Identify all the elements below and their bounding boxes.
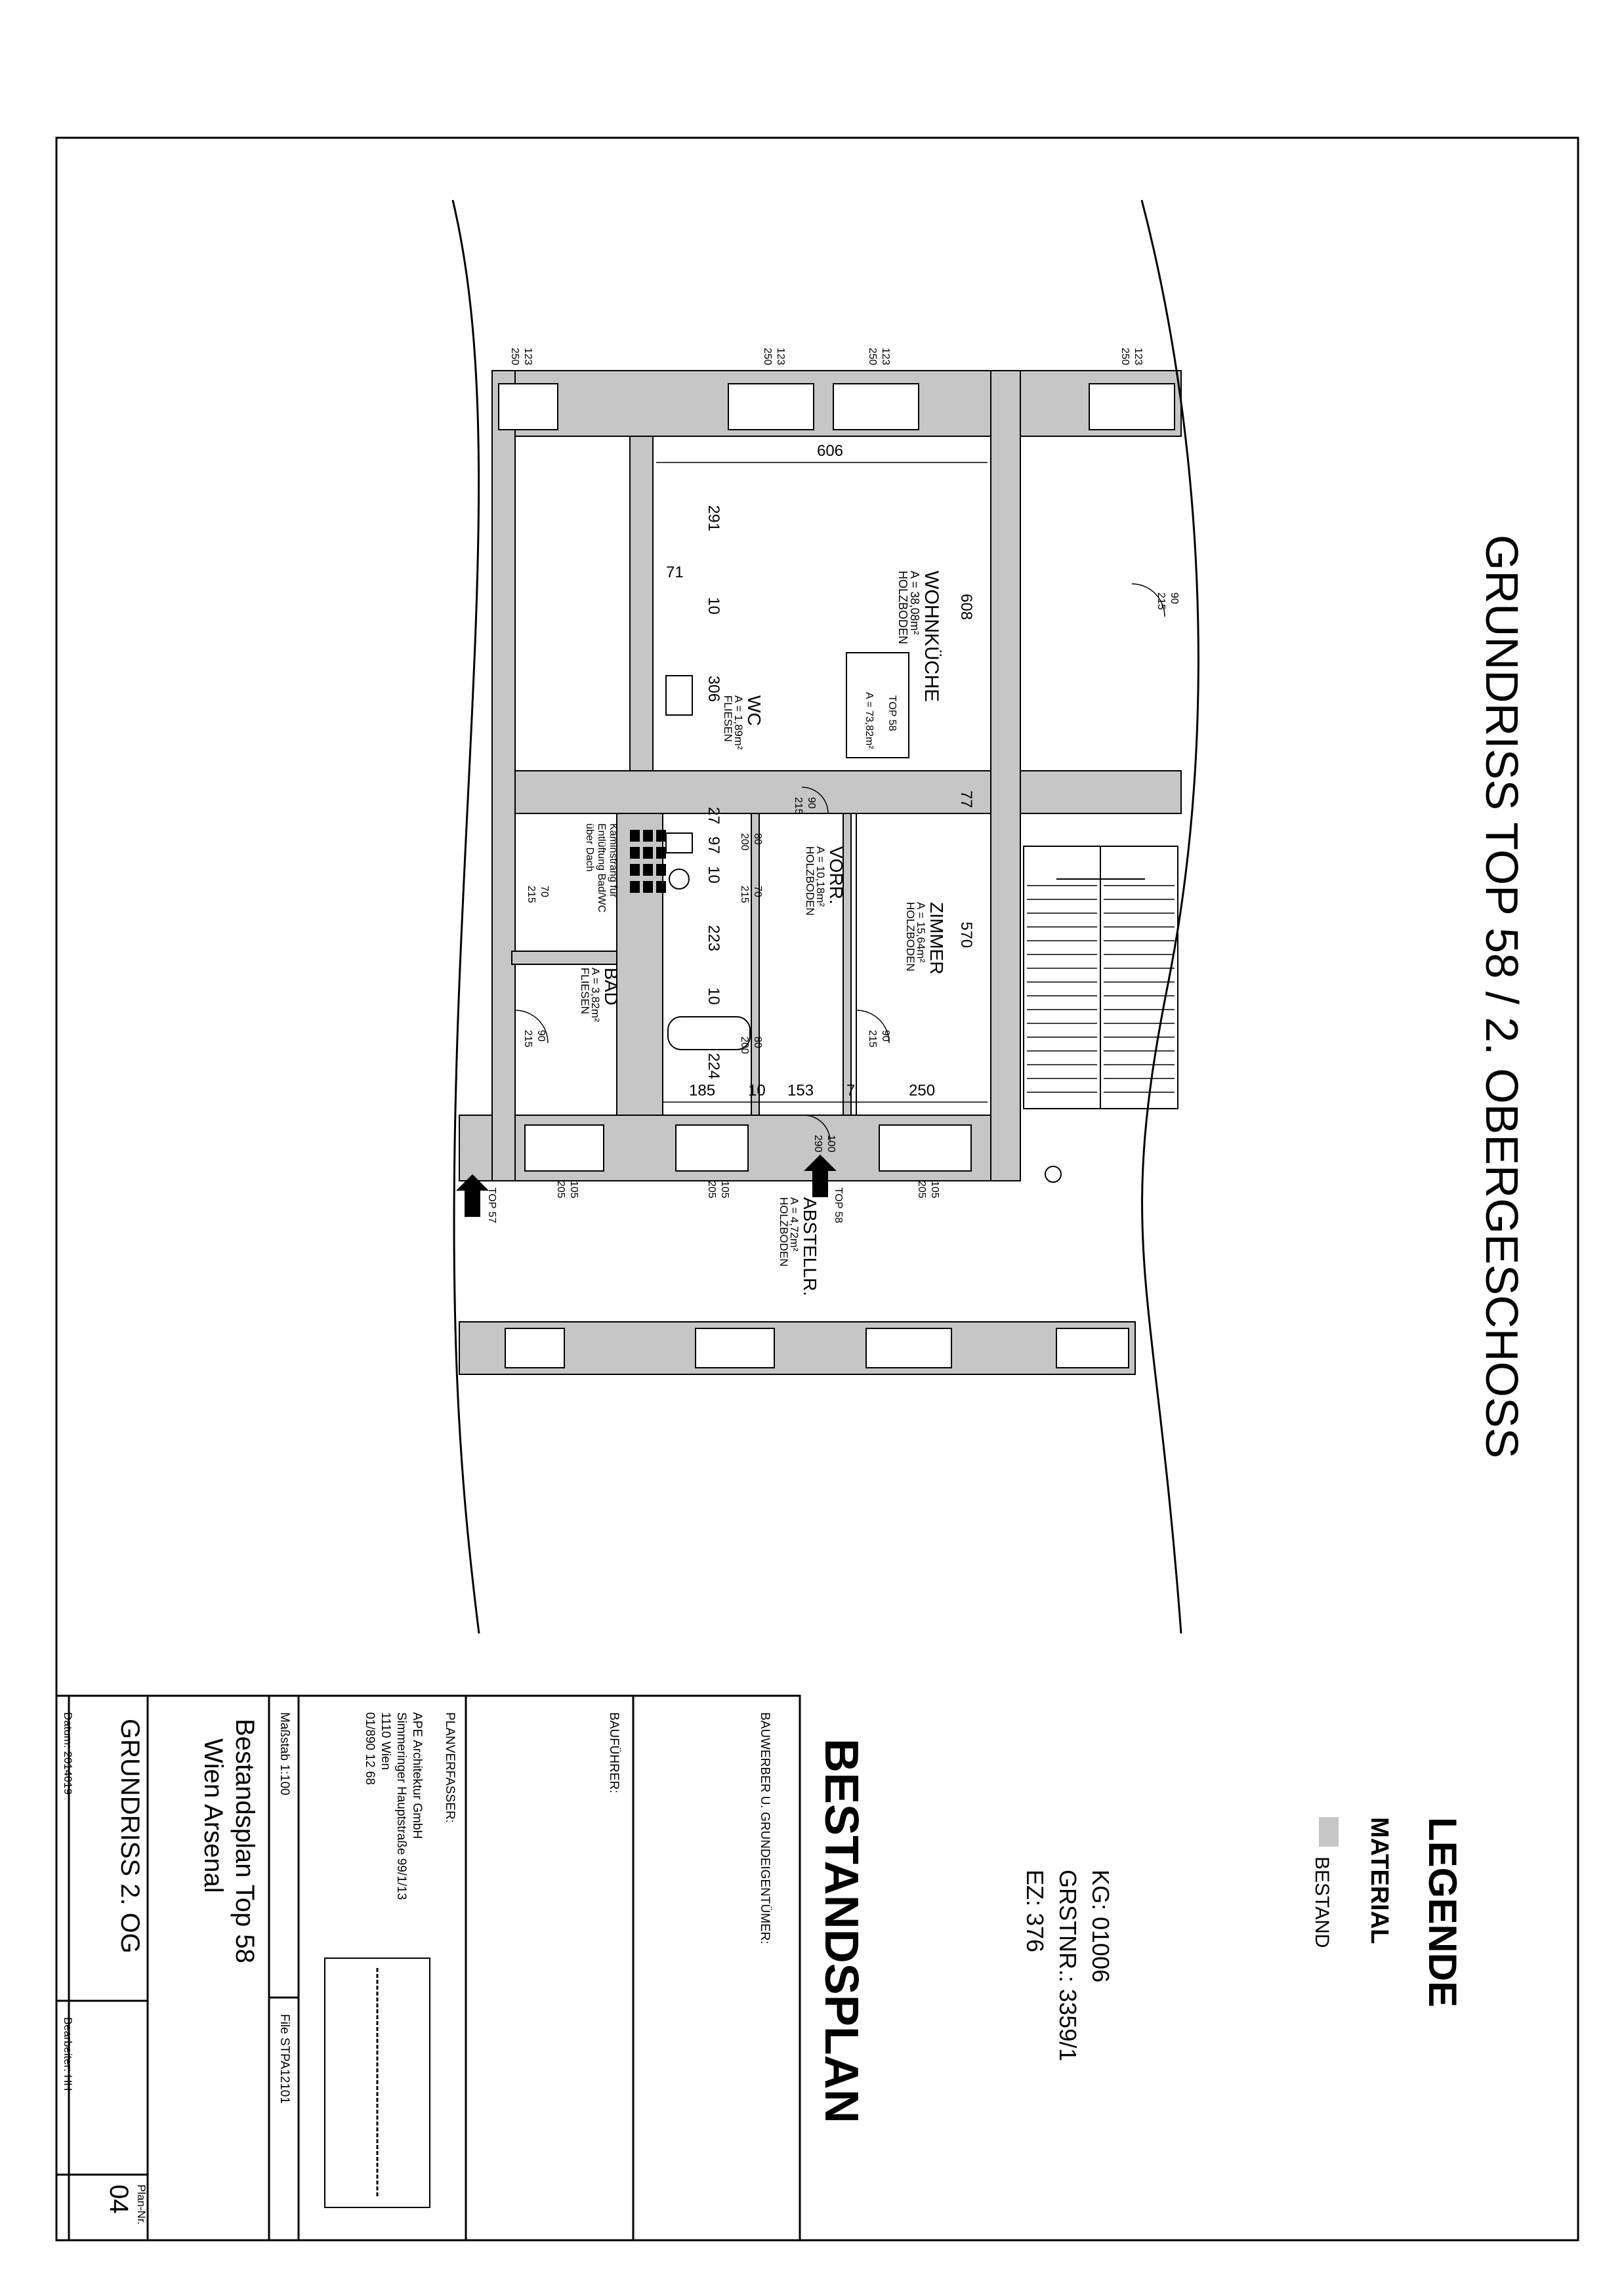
editor-label: Bearbeiter: HH bbox=[62, 2017, 74, 2091]
entrance-label-top57: TOP 57 bbox=[486, 1187, 497, 1223]
svg-text:APE Architektur GmbH: APE Architektur GmbH bbox=[410, 1712, 424, 1839]
room-label-wohnkueche bbox=[896, 571, 942, 702]
svg-text:Kaminstrang für: Kaminstrang für bbox=[608, 823, 619, 897]
dim-bottom-3: 7 bbox=[846, 1082, 856, 1099]
svg-text:BAD: BAD bbox=[601, 968, 621, 1006]
dim-bottom-0: 185 bbox=[689, 1082, 716, 1099]
svg-text:über Dach: über Dach bbox=[584, 823, 595, 872]
svg-text:WC: WC bbox=[744, 695, 764, 726]
legend-heading: LEGENDE bbox=[1421, 1817, 1465, 2008]
svg-text:FLIESEN: FLIESEN bbox=[722, 695, 734, 742]
room-label-vorr bbox=[804, 846, 846, 916]
dim-291: 291 bbox=[705, 505, 722, 532]
dim-97: 97 bbox=[705, 836, 722, 854]
chimney-flue bbox=[630, 830, 640, 842]
chimney-flue bbox=[643, 881, 653, 893]
chimney-note bbox=[584, 823, 619, 912]
bauwerber-label: BAUWERBER U. GRUNDEIGENTÜMER: bbox=[758, 1712, 772, 1944]
chimney-flue bbox=[643, 830, 653, 842]
window-dims-top bbox=[509, 348, 1144, 365]
svg-text:200: 200 bbox=[739, 1036, 750, 1054]
svg-text:250: 250 bbox=[509, 348, 520, 365]
svg-text:A = 38,08m²: A = 38,08m² bbox=[908, 571, 921, 635]
svg-text:FLIESEN: FLIESEN bbox=[579, 968, 591, 1014]
dim-10c: 10 bbox=[705, 987, 722, 1005]
svg-text:90: 90 bbox=[806, 797, 817, 809]
chimney-flue bbox=[643, 847, 653, 859]
date-label: Datum: 2014019 bbox=[62, 1712, 74, 1795]
svg-text:A = 10,18m²: A = 10,18m² bbox=[814, 846, 827, 907]
chimney-flue bbox=[643, 864, 653, 876]
svg-text:215: 215 bbox=[739, 886, 750, 903]
top-area-box bbox=[846, 653, 909, 758]
parcel-kg: KG: 01006 bbox=[1087, 1870, 1114, 1983]
svg-text:ABSTELLR.: ABSTELLR. bbox=[800, 1197, 820, 1296]
svg-text:205: 205 bbox=[706, 1181, 717, 1199]
svg-text:90: 90 bbox=[535, 1030, 547, 1042]
legend bbox=[1311, 1817, 1465, 2007]
plan-number-label: Plan-Nr. bbox=[135, 2184, 148, 2225]
plan-number: 04 bbox=[104, 2184, 133, 2214]
dim-10b: 10 bbox=[705, 866, 722, 884]
svg-text:205: 205 bbox=[555, 1181, 566, 1199]
title-block-text bbox=[62, 1712, 867, 2224]
svg-text:215: 215 bbox=[1156, 592, 1167, 610]
svg-text:123: 123 bbox=[522, 348, 533, 365]
chimney-flue bbox=[656, 847, 666, 859]
dim-bottom-2: 153 bbox=[787, 1082, 814, 1099]
chimney-flue bbox=[630, 864, 640, 876]
svg-text:ZIMMER: ZIMMER bbox=[927, 902, 947, 975]
cut-line-left bbox=[453, 200, 479, 1633]
legend-material-heading: MATERIAL bbox=[1365, 1817, 1393, 1944]
room-label-bad bbox=[579, 968, 621, 1022]
svg-text:HOLZBODEN: HOLZBODEN bbox=[904, 902, 917, 972]
room-label-wc bbox=[722, 695, 764, 750]
dim-bottom-4: 250 bbox=[909, 1082, 936, 1099]
svg-text:80: 80 bbox=[752, 833, 763, 845]
dim-71: 71 bbox=[666, 564, 684, 581]
svg-text:105: 105 bbox=[719, 1181, 730, 1199]
svg-text:215: 215 bbox=[867, 1030, 878, 1048]
svg-text:215: 215 bbox=[526, 886, 537, 903]
svg-text:290: 290 bbox=[812, 1135, 823, 1153]
svg-text:100: 100 bbox=[825, 1135, 837, 1153]
entrance-label-top58: TOP 58 bbox=[833, 1187, 844, 1223]
parcel-grstnr: GRSTNR.: 3359/1 bbox=[1054, 1870, 1081, 2062]
chimney-flue bbox=[630, 881, 640, 893]
room-label-abstellr bbox=[778, 1197, 820, 1296]
svg-text:A = 15,64m²: A = 15,64m² bbox=[915, 902, 927, 963]
scale-label: Maßstab 1:100 bbox=[278, 1712, 291, 1795]
floor-plan bbox=[453, 200, 1198, 1633]
svg-text:1110 Wien: 1110 Wien bbox=[379, 1712, 392, 1771]
svg-text:WOHNKÜCHE: WOHNKÜCHE bbox=[921, 571, 942, 702]
dim-224: 224 bbox=[705, 1053, 722, 1080]
parcel-info bbox=[1022, 1870, 1114, 2061]
svg-text:VORR.: VORR. bbox=[826, 846, 846, 905]
svg-text:01/890 12 68: 01/890 12 68 bbox=[363, 1712, 377, 1785]
svg-text:250: 250 bbox=[867, 348, 878, 365]
file-label: File STPA12101 bbox=[278, 2014, 291, 2104]
svg-text:Simmeringer Hauptstraße 99/1/1: Simmeringer Hauptstraße 99/1/13 bbox=[394, 1712, 408, 1900]
dim-bottom-1: 10 bbox=[748, 1082, 766, 1099]
drawing-title: GRUNDRISS 2. OG bbox=[115, 1719, 144, 1954]
svg-text:105: 105 bbox=[929, 1181, 940, 1199]
dim-608: 608 bbox=[957, 594, 975, 621]
dim-306: 306 bbox=[705, 676, 722, 703]
svg-text:90: 90 bbox=[880, 1030, 891, 1042]
planverfasser-address bbox=[363, 1712, 424, 1900]
dim-570: 570 bbox=[957, 922, 975, 949]
svg-text:A = 3,82m²: A = 3,82m² bbox=[589, 968, 602, 1022]
dim-223: 223 bbox=[705, 925, 722, 952]
window-dims-bottom bbox=[555, 1181, 940, 1199]
parcel-ez: EZ: 376 bbox=[1022, 1870, 1049, 1953]
svg-text:80: 80 bbox=[752, 1036, 763, 1048]
legend-swatch-bestand bbox=[1319, 1817, 1339, 1847]
svg-text:A = 4,72m²: A = 4,72m² bbox=[788, 1197, 801, 1252]
chimney-flue bbox=[656, 830, 666, 842]
plan-type: BESTANDSPLAN bbox=[815, 1738, 867, 2123]
svg-text:250: 250 bbox=[1119, 348, 1131, 365]
dim-27: 27 bbox=[705, 807, 722, 825]
project-line-1: Bestandsplan Top 58 bbox=[230, 1719, 259, 1963]
svg-text:105: 105 bbox=[568, 1181, 579, 1199]
svg-text:70: 70 bbox=[752, 886, 763, 897]
svg-text:215: 215 bbox=[522, 1030, 533, 1048]
svg-text:Entlüftung Bad/WC: Entlüftung Bad/WC bbox=[596, 823, 607, 913]
svg-text:70: 70 bbox=[539, 886, 550, 897]
svg-text:HOLZBODEN: HOLZBODEN bbox=[778, 1197, 790, 1267]
svg-text:123: 123 bbox=[775, 348, 786, 365]
svg-text:205: 205 bbox=[916, 1181, 927, 1199]
project-line-2: Wien Arsenal bbox=[199, 1738, 228, 1893]
svg-text:200: 200 bbox=[739, 833, 750, 851]
dim-77: 77 bbox=[957, 790, 975, 808]
dim-10a: 10 bbox=[705, 597, 722, 615]
dim-606: 606 bbox=[816, 442, 844, 460]
plan-title: GRUNDRISS TOP 58 / 2. OBERGESCHOSS bbox=[1476, 535, 1528, 1459]
svg-text:250: 250 bbox=[762, 348, 773, 365]
svg-text:90: 90 bbox=[1169, 592, 1180, 604]
svg-text:HOLZBODEN: HOLZBODEN bbox=[896, 571, 909, 645]
svg-text:HOLZBODEN: HOLZBODEN bbox=[804, 846, 816, 916]
chimney-flue bbox=[656, 864, 666, 876]
svg-text:123: 123 bbox=[1133, 348, 1144, 365]
chimney-flue bbox=[656, 881, 666, 893]
title-block bbox=[56, 1696, 800, 2240]
chimney-flue bbox=[630, 847, 640, 859]
legend-label-bestand: BESTAND bbox=[1311, 1856, 1333, 1948]
svg-text:123: 123 bbox=[880, 348, 891, 365]
top-area-label bbox=[864, 692, 898, 749]
planverfasser-label: PLANVERFASSER: bbox=[443, 1712, 457, 1823]
svg-text:TOP 58: TOP 58 bbox=[886, 695, 898, 731]
stair-marker bbox=[1045, 1166, 1061, 1182]
svg-text:A = 1,89m²: A = 1,89m² bbox=[732, 695, 745, 750]
room-label-zimmer bbox=[904, 902, 947, 974]
svg-text:A = 73,82m²: A = 73,82m² bbox=[864, 692, 875, 749]
svg-text:215: 215 bbox=[793, 797, 804, 815]
baufuehrer-label: BAUFÜHRER: bbox=[607, 1712, 621, 1794]
